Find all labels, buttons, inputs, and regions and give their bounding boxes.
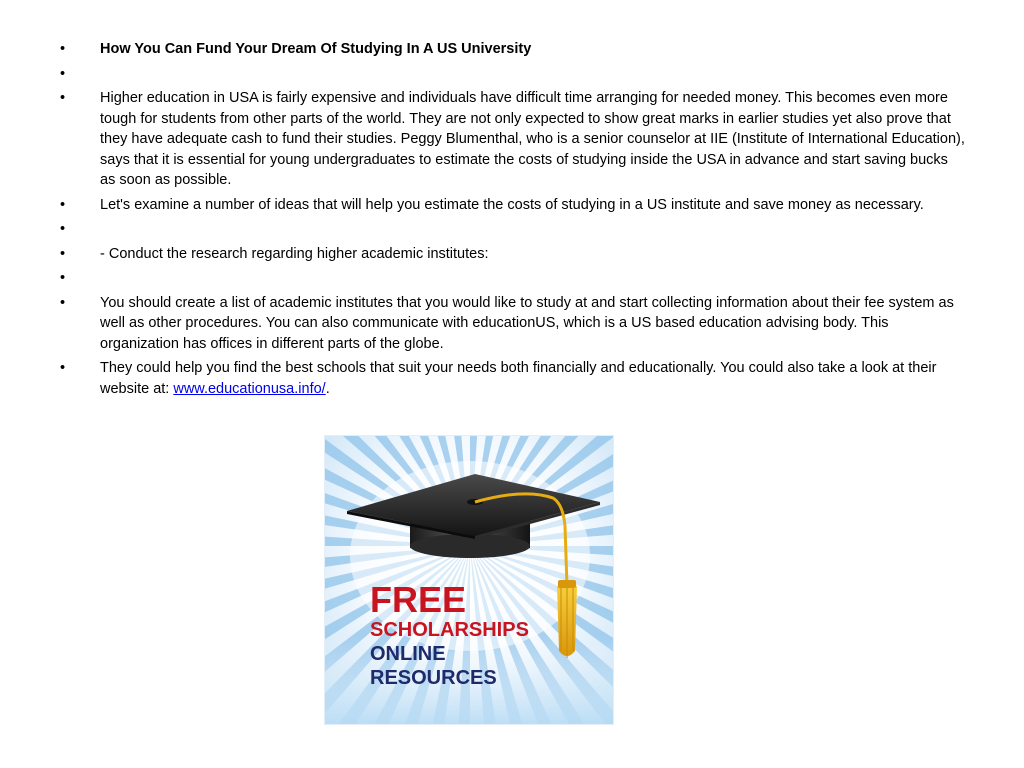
scholarship-illustration: [325, 436, 614, 725]
website-link[interactable]: www.educationusa.info/: [173, 380, 326, 397]
bullet-empty: [60, 219, 965, 240]
bullet-title: [60, 39, 965, 60]
bullet-text-before-link: They could help you find the best schools that suit your needs both financially and educationally. You could also take a look at their website at:: [100, 360, 937, 397]
slide-title: How You Can Fund Your Dream Of Studying In A US University: [100, 41, 532, 57]
bullet-paragraph: [60, 358, 965, 399]
bullet-list: [60, 39, 965, 403]
bullet-text: - Conduct the research regarding higher academic institutes:: [100, 245, 489, 262]
bullet-text: You should create a list of academic institutes that you would like to study at and start collecting information about their fee system as well as other procedures. You can also communicate with educationUS, which is a US based education advising body. This organization has offices in different parts of the globe.: [100, 294, 954, 352]
bullet-text: [100, 360, 936, 397]
bullet-empty: [60, 64, 965, 85]
bullet-dot: •: [60, 294, 66, 311]
bullet-dot: •: [60, 41, 66, 57]
image-text-resources: RESOURCES: [370, 667, 497, 689]
bullet-text: Higher education in USA is fairly expensive and individuals have difficult time arranging for needed money. This becomes even more tough for students from other parts of the world. They are not only expected to show great marks in earlier studies yet also prove that they have adequate cash to fund their studies. Peggy Blumenthal, who is a senior counselor at IIE (Institute of International Education), says that it is essential for young undergraduates to estimate the costs of studying inside the USA in advance and start saving bucks as soon as possible.: [100, 90, 965, 188]
image-text-scholarships: SCHOLARSHIPS: [370, 619, 529, 641]
bullet-dot: •: [60, 196, 66, 213]
bullet-dot: •: [60, 65, 66, 82]
bullet-dot: •: [60, 245, 66, 262]
bullet-paragraph: [60, 88, 965, 191]
bullet-dot: •: [60, 90, 66, 106]
bullet-paragraph: [60, 195, 965, 216]
bullet-empty: [60, 268, 965, 289]
bullet-paragraph: [60, 244, 965, 265]
bullet-dot: •: [60, 221, 66, 237]
bullet-dot: •: [60, 360, 66, 376]
bullet-text: Let's examine a number of ideas that will help you estimate the costs of studying in a US institute and save money as necessary.: [100, 196, 924, 213]
image-text-free: FREE: [370, 579, 467, 620]
bullet-text-after-link: .: [325, 380, 330, 397]
bullet-dot: •: [60, 270, 66, 286]
scholarship-image: [324, 435, 614, 725]
bullet-paragraph: [60, 293, 965, 355]
image-text-online: ONLINE: [370, 643, 446, 665]
